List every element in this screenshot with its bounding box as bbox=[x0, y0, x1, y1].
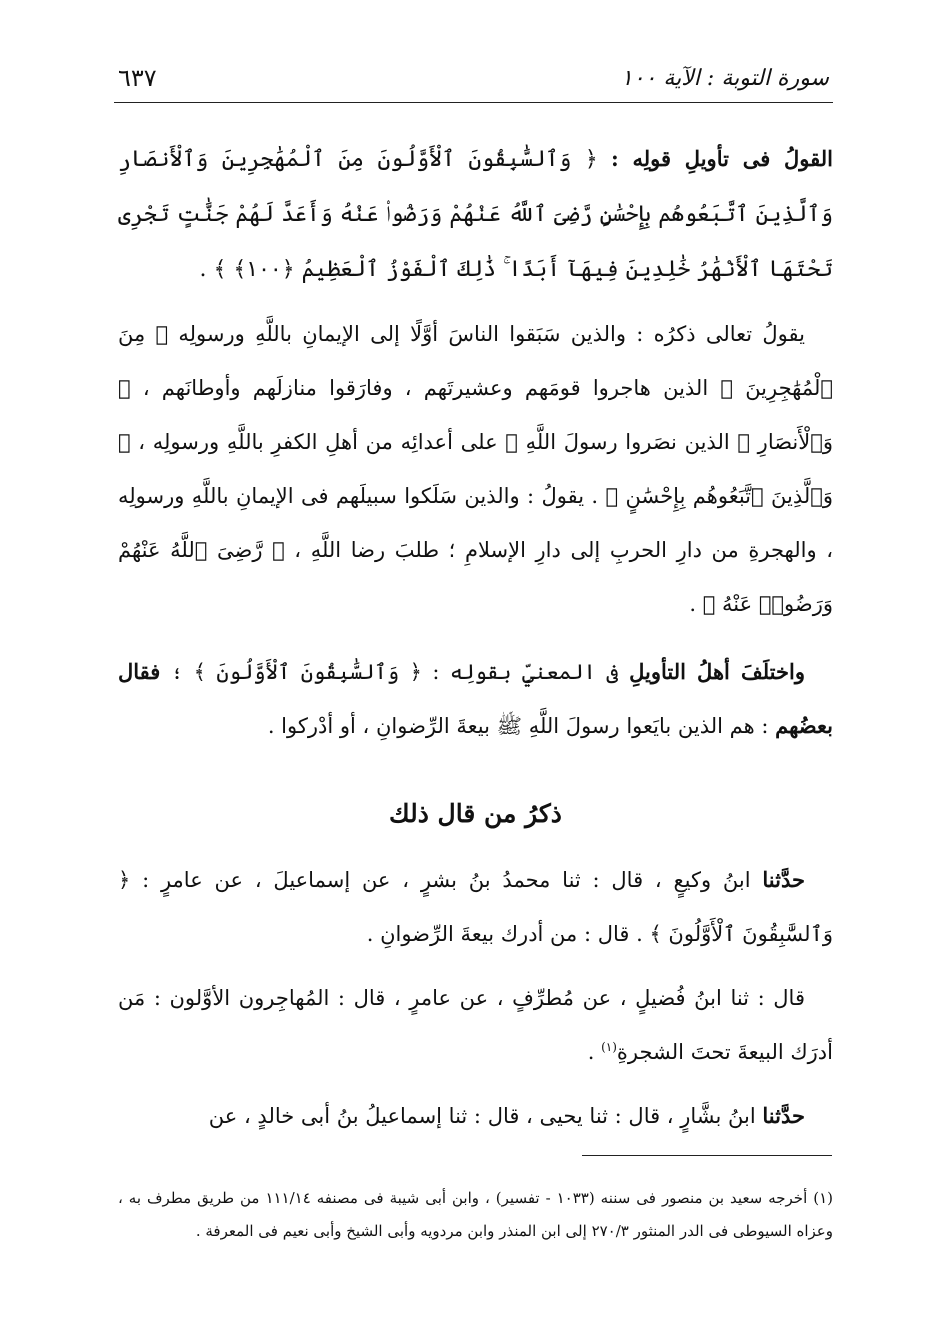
paragraph-narration bbox=[118, 971, 833, 1079]
paragraph-text: فى المعنيِّ بقولِه : ﴿ وَٱلسَّٰبِقُونَ ٱلْأَوَّلُونَ ﴾ ؛ bbox=[170, 660, 619, 684]
paragraph-commentary: يقولُ تعالى ذكرُه : والذين سَبَقوا الناسَ أوَّلًا إلى الإيمانِ باللَّهِ ورسولِه ﴿ مِنَ ٱلْمُهَٰجِرِينَ ﴾ الذين هاجروا قومَهم وعشيرتَهم ، وفارَقوا منازلَهم وأوطانَهم ، ﴿ وَٱلْأَنصَارِ ﴾ الذين نصَروا رسولَ اللَّهِ ﷺ على أعدائِه من أهلِ الكفرِ باللَّهِ ورسولِه ، ﴿ وَٱلَّذِينَ ٱتَّبَعُوهُم بِإِحْسَٰنٍ ﴾ . يقولُ : والذين سَلَكوا سبيلَهم فى الإيمانِ باللَّهِ ورسولِه ، والهجرةِ من دارِ الحربِ إلى دارِ الإسلامِ ؛ طلبَ رضا اللَّهِ ، ﴿ رَّضِىَ ٱللَّهُ عَنْهُمْ وَرَضُوا۟ عَنْهُ ﴾ . bbox=[118, 322, 833, 616]
paragraph-text: : هم الذين بايَعوا رسولَ اللَّهِ ﷺ بيعةَ الرِّضوانِ ، أو أدْركوا . bbox=[267, 714, 769, 738]
paragraph-text: ابنُ وكيعٍ ، قال : ثنا محمدُ بنُ بشرٍ ، عن إسماعيلَ ، عن عامرٍ : ﴿ وَٱلسَّٰبِقُونَ ٱلْأَوَّلُونَ ﴾ . قال : من أدرك بيعةَ الرِّضوانِ . bbox=[118, 868, 833, 946]
paragraph-narration bbox=[118, 1089, 833, 1143]
running-title: سورة التوبة : الآية ١٠٠ bbox=[620, 65, 829, 91]
lead-phrase: واختلَفَ أهلُ التأويلِ bbox=[629, 659, 805, 684]
footnote-rule bbox=[582, 1155, 832, 1156]
paragraph-end: . bbox=[587, 1040, 595, 1064]
header-rule bbox=[114, 102, 833, 103]
paragraph-verse-intro bbox=[118, 132, 833, 297]
paragraph-text: ابنُ بشَّارٍ ، قال : ثنا يحيى ، قال : ثنا إسماعيلُ بنُ أبى خالدٍ ، عن bbox=[208, 1104, 756, 1128]
footnote-ref[interactable]: (١) bbox=[601, 1040, 617, 1054]
page-number: ٦٣٧ bbox=[118, 64, 157, 92]
lead-phrase: فقال بعضُهم bbox=[118, 659, 833, 738]
lead-phrase: حدَّثنا bbox=[762, 1103, 805, 1128]
lead-phrase: القولُ فى تأويلِ قولِه : bbox=[610, 146, 833, 171]
page-header bbox=[118, 58, 829, 98]
paragraph-text: قال : ثنا ابنُ فُضيلٍ ، عن مُطرِّفٍ ، عن عامرٍ ، قال : المُهاجِرون الأوَّلون : مَن أدرَك البيعةَ تحتَ الشجرةِ bbox=[118, 986, 833, 1064]
paragraph-disagreement bbox=[118, 645, 833, 753]
lead-phrase: حدَّثنا bbox=[762, 867, 805, 892]
paragraph-narration bbox=[118, 853, 833, 961]
quran-verse: ﴿ وَٱلسَّٰبِقُونَ ٱلْأَوَّلُونَ مِنَ ٱلْمُهَٰجِرِينَ وَٱلْأَنصَارِ وَٱلَّذِينَ ٱتَّبَعُوهُم بِإِحْسَٰنٍ رَّضِىَ ٱللَّهُ عَنْهُمْ وَرَضُوا۟ عَنْهُ وَأَعَدَّ لَهُمْ جَنَّٰتٍ تَجْرِى تَحْتَهَا ٱلْأَنْهَٰرُ خَٰلِدِينَ فِيهَآ أَبَدًا ۚ ذَٰلِكَ ٱلْفَوْزُ ٱلْعَظِيمُ ﴿١٠٠﴾ ﴾ . bbox=[118, 147, 833, 282]
main-text bbox=[118, 132, 833, 1153]
section-heading: ذكرُ من قال ذلك bbox=[389, 799, 562, 828]
footnote: (١) أخرجه سعيد بن منصور فى سننه (١٠٣٣ - تفسير) ، وابن أبى شيبة فى مصنفه ١١١/١٤ من طريق مطرف به ، وعزاه السيوطى فى الدر المنثور ٢٧٠/٣ إلى ابن المنذر وابن مردويه وأبى الشيخ وأبى نعيم فى المعرفة . bbox=[118, 1189, 833, 1240]
